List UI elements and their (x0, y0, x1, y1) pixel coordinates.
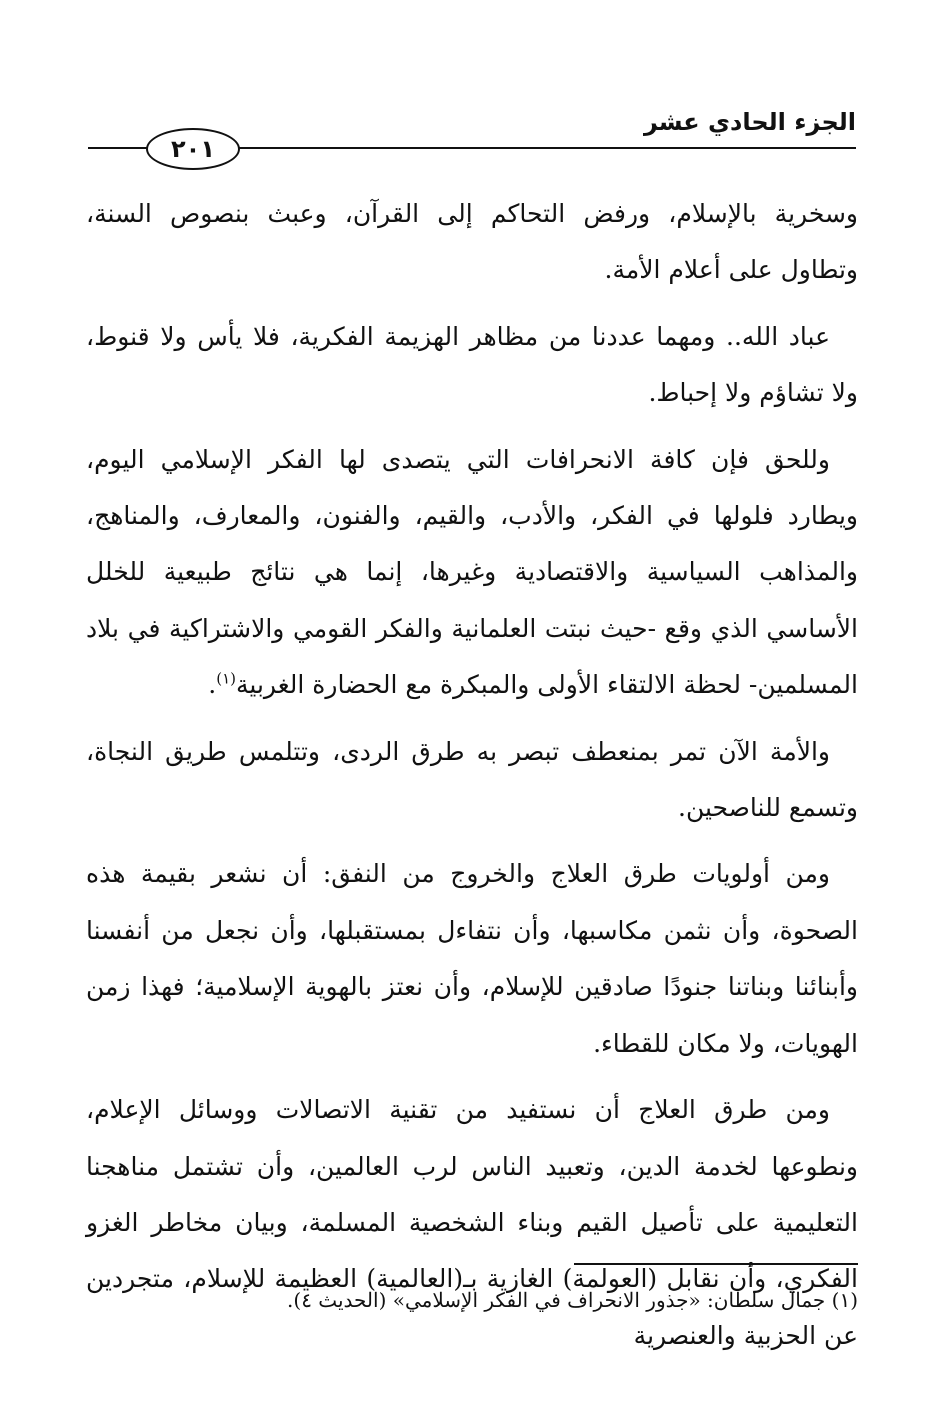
paragraph: والأمة الآن تمر بمنعطف تبصر به طرق الردى، وتتلمس طريق النجاة، وتسمع للناصحين. (86, 736, 858, 823)
paragraph (86, 432, 858, 714)
paragraph: ومن طرق العلاج أن نستفيد من تقنية الاتصالات ووسائل الإعلام، ونطوعها لخدمة الدين، وتعبيد الناس لرب العالمين، وأن تشتمل مناهجنا التعليمية على تأصيل القيم وبناء الشخصية المسلمة، وبيان مخاطر الغزو الفكري، وأن نقابل (العولمة) الغازية بـ(العالمية) العظيمة للإسلام، متجردين عن الحزبية والعنصرية (86, 1095, 858, 1350)
body-text (86, 186, 858, 1374)
footnote-rule (574, 1263, 858, 1265)
footnote-reference: (١) (216, 669, 236, 688)
paragraph-text: وللحق فإن كافة الانحرافات التي يتصدى لها الفكر الإسلامي اليوم، ويطارد فلولها في الفكر، والأدب، والقيم، والفنون، والمعارف، والمناهج، والمذاهب السياسية والاقتصادية وغيرها، إنما هي نتائج طبيعية للخلل الأساسي الذي وقع -حيث نبتت العلمانية والفكر القومي والاشتراكية في بلاد المسلمين- لحظة الالتقاء الأولى والمبكرة مع الحضارة الغربية (86, 444, 858, 700)
paragraph: وسخرية بالإسلام، ورفض التحاكم إلى القرآن، وعبث بنصوص السنة، وتطاول على أعلام الأمة. (86, 199, 858, 285)
running-title: الجزء الحادي عشر (643, 108, 856, 136)
page-number: ٢٠١ (146, 128, 240, 170)
footnote: (١) جمال سلطان: «جذور الانحراف في الفكر الإسلامي» (الحديث ٤). (287, 1288, 858, 1312)
paragraph-end-mark: . (208, 670, 217, 700)
paragraph: ومن أولويات طرق العلاج والخروج من النفق: أن نشعر بقيمة هذه الصحوة، وأن نثمن مكاسبها، وأن نتفاءل بمستقبلها، وأن نجعل من أنفسنا وأبنائنا وبناتنا جنودًا صادقين للإسلام، وأن نعتز بالهوية الإسلامية؛ فهذا زمن الهويات، ولا مكان للقطاء. (86, 859, 858, 1058)
page-header (88, 100, 856, 180)
paragraph: عباد الله.. ومهما عددنا من مظاهر الهزيمة الفكرية، فلا يأس ولا قنوط، ولا تشاؤم ولا إحباط. (86, 321, 858, 408)
